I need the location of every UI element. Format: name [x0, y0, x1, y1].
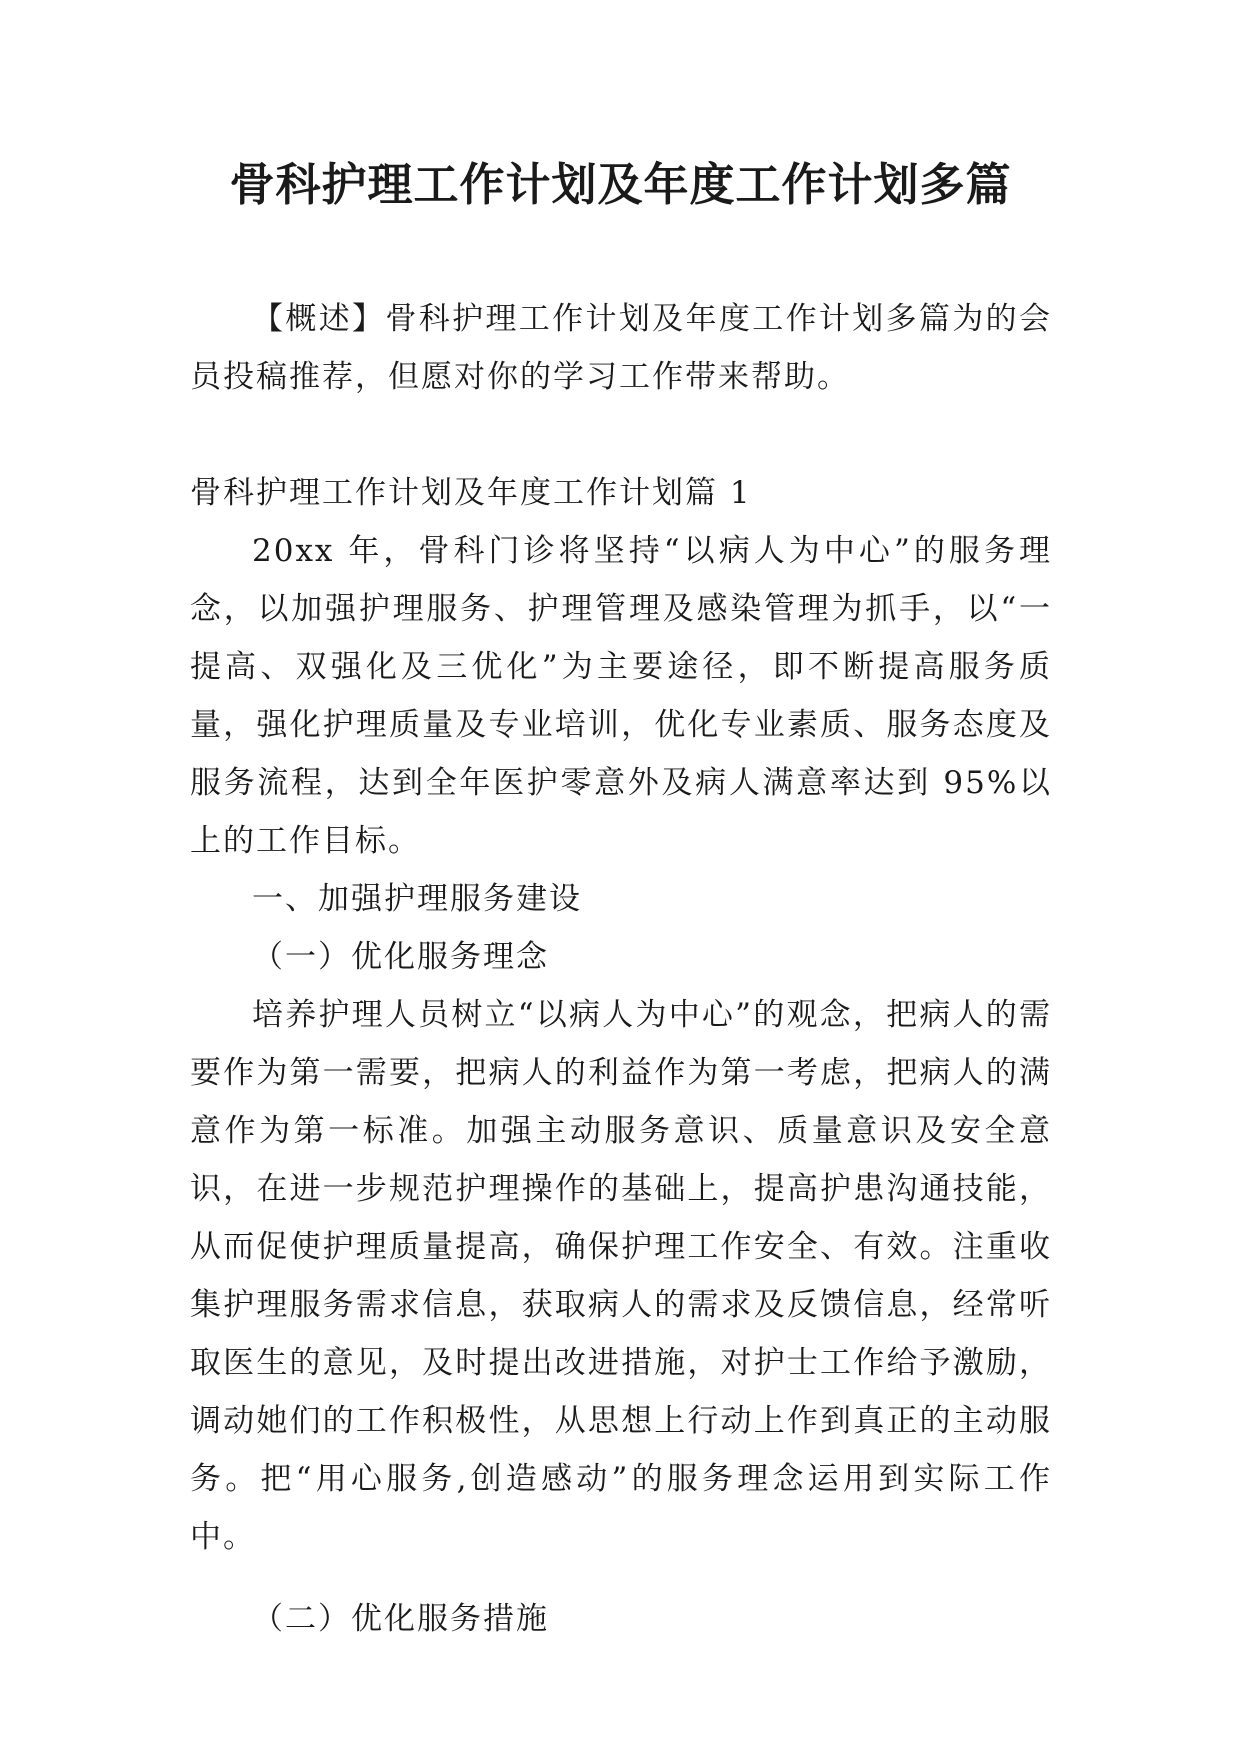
document-body — [190, 290, 1052, 1648]
section-heading-1: 一、加强护理服务建设 — [252, 881, 582, 917]
subheading-1: （一）优化服务理念 — [252, 939, 549, 975]
subheading-2: （二）优化服务措施 — [252, 1601, 549, 1637]
section-title: 骨科护理工作计划及年度工作计划篇 1 — [190, 475, 752, 511]
summary-paragraph: 【概述】骨科护理工作计划及年度工作计划多篇为的会员投稿推荐，但愿对你的学习工作带来帮助。 — [190, 301, 1052, 395]
body-paragraph-2: 培养护理人员树立“以病人为中心”的观念，把病人的需要作为第一需要，把病人的利益作为第一考虑，把病人的满意作为第一标准。加强主动服务意识、质量意识及安全意识，在进一步规范护理操作的基础上，提高护患沟通技能，从而促使护理质量提高，确保护理工作安全、有效。注重收集护理服务需求信息，获取病人的需求及反馈信息，经常听取医生的意见，及时提出改进措施，对护士工作给予激励，调动她们的工作积极性，从思想上行动上作到真正的主动服务。把“用心服务,创造感动”的服务理念运用到实际工作中。 — [190, 997, 1052, 1555]
document-title: 骨科护理工作计划及年度工作计划多篇 — [229, 158, 1012, 211]
body-paragraph-1: 20xx 年，骨科门诊将坚持“以病人为中心”的服务理念，以加强护理服务、护理管理及感染管理为抓手，以“一提高、双强化及三优化”为主要途径，即不断提高服务质量，强化护理质量及专业培训，优化专业素质、服务态度及服务流程，达到全年医护零意外及病人满意率达到 95%以上的工作目标。 — [190, 533, 1052, 859]
